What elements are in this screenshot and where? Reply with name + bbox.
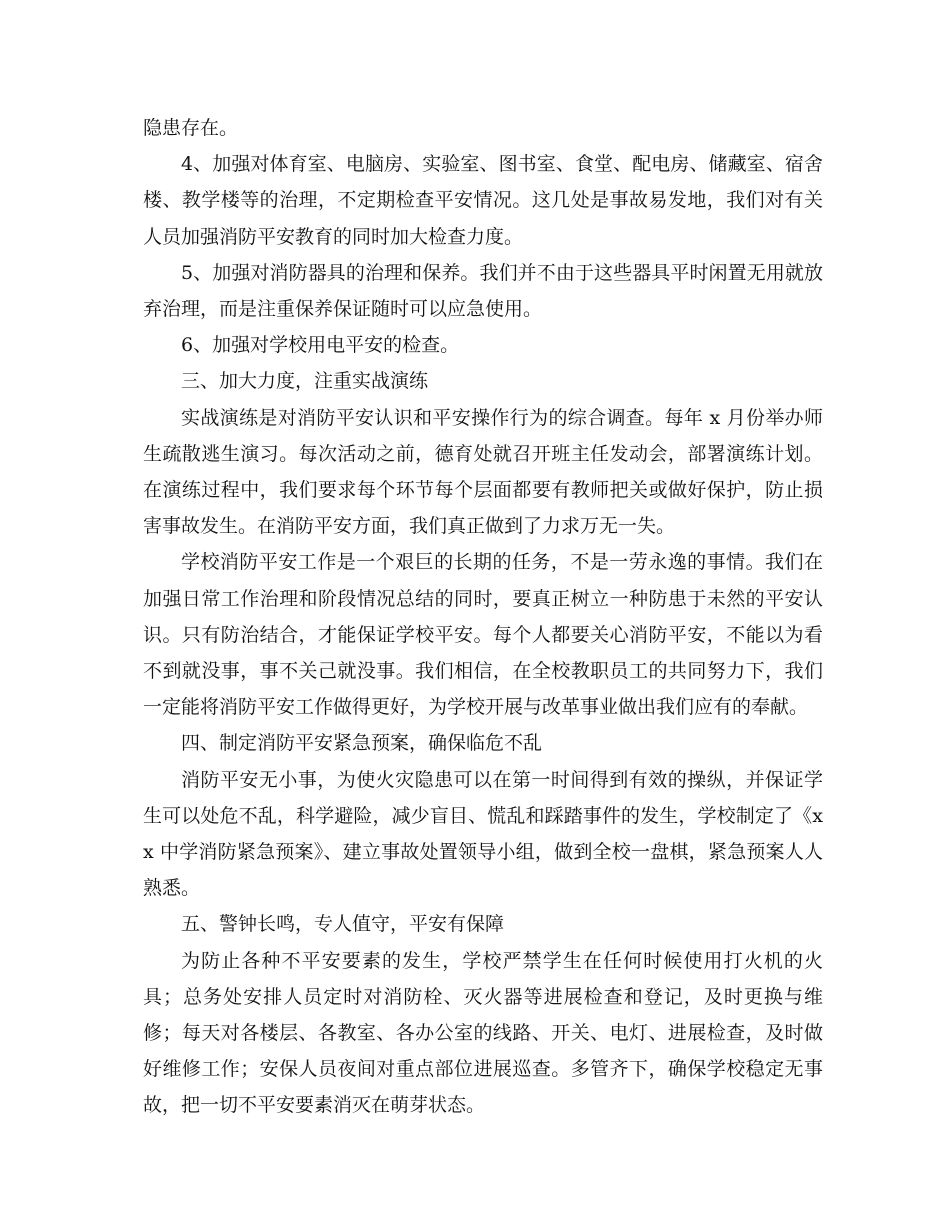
paragraph-drill: 实战演练是对消防平安认识和平安操作行为的综合调查。每年 x 月份举办师生疏散逃生演习。每次活动之前，德育处就召开班主任发动会，部署演练计划。在演练过程中，我们要求每个环节每个层面都要有教师把关或做好保护，防止损害事故发生。在消防平安方面，我们真正做到了力求万无一失。 [143,406,823,538]
paragraph-summary: 学校消防平安工作是一个艰巨的长期的任务，不是一劳永逸的事情。我们在加强日常工作治理和阶段情况总结的同时，要真正树立一种防患于未然的平安认识。只有防治结合，才能保证学校平安。每个人都要关心消防平安，不能以为看不到就没事，事不关己就没事。我们相信，在全校教职员工的共同努力下，我们一定能将消防平安工作做得更好，为学校开展与改革事业做出我们应有的奉献。 [143,551,823,719]
section-heading-3: 三、加大力度，注重实战演练 [181,370,429,393]
section-heading-4: 四、制定消防平安紧急预案，确保临危不乱 [181,732,543,755]
section-heading-5: 五、警钟长鸣，专人值守，平安有保障 [181,913,505,936]
paragraph-emergency-plan: 消防平安无小事，为使火灾隐患可以在第一时间得到有效的操纵，并保证学生可以处危不乱，科学避险，减少盲目、慌乱和踩踏事件的发生，学校制定了《xx 中学消防紧急预案》、建立事故处置领导小组，做到全校一盘棋，紧急预案人人熟悉。 [143,768,823,900]
paragraph-safeguard: 为防止各种不平安要素的发生，学校严禁学生在任何时候使用打火机的火具；总务处安排人员定时对消防栓、灭火器等进展检查和登记，及时更换与维修；每天对各楼层、各教室、各办公室的线路、开关、电灯、进展检查，及时做好维修工作；安保人员夜间对重点部位进展巡查。多管齐下，确保学校稳定无事故，把一切不平安要素消灭在萌芽状态。 [143,949,823,1117]
paragraph-item-6: 6、加强对学校用电平安的检查。 [181,334,460,357]
document-body [143,110,823,1124]
paragraph-item-5: 5、加强对消防器具的治理和保养。我们并不由于这些器具平时闲置无用就放弃治理，而是注重保养保证随时可以应急使用。 [143,261,823,321]
paragraph-continuation: 隐患存在。 [143,117,239,139]
paragraph-item-4: 4、加强对体育室、电脑房、实验室、图书室、食堂、配电房、储藏室、宿舍楼、教学楼等的治理，不定期检查平安情况。这几处是事故易发地，我们对有关人员加强消防平安教育的同时加大检查力度。 [143,153,823,248]
